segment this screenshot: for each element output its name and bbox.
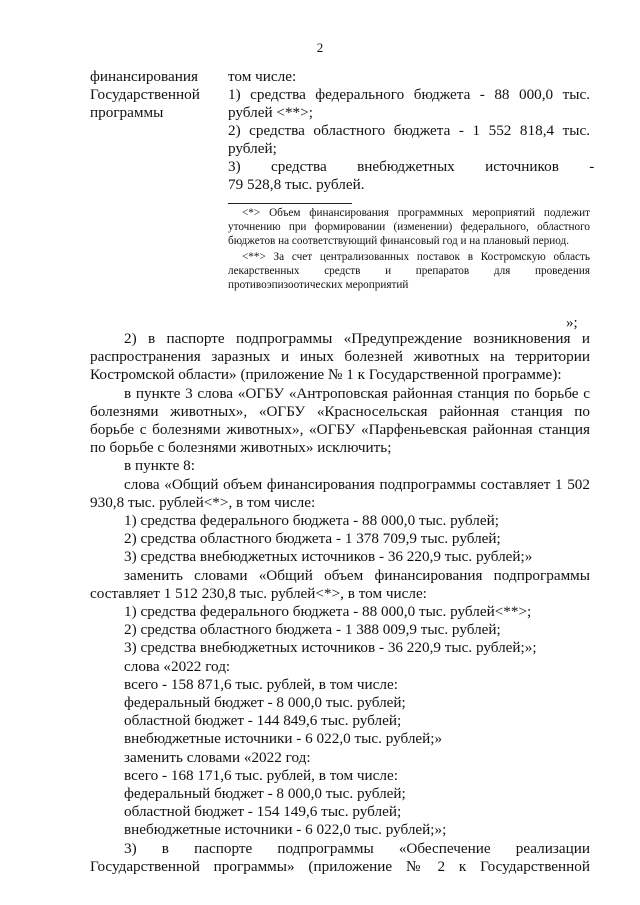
list-item: всего - 168 171,6 тыс. рублей, в том числе: xyxy=(124,766,398,784)
footnote: <*> Объем финансирования программных мероприятий подлежит уточнению при формировании (изменении) федерального, областного бюджетов на соответствующий финансовый год и на плановый период. xyxy=(228,207,590,248)
list-item: 1) средства федерального бюджета - 88 000,0 тыс. рублей; xyxy=(124,512,499,530)
right-line: 79 528,8 тыс. рублей. xyxy=(228,176,365,193)
left-label-line: Государственной xyxy=(90,86,200,103)
list-item: 1) средства федерального бюджета - 88 000,0 тыс. рублей<**>; xyxy=(124,603,532,621)
paragraph: 2) в паспорте подпрограммы «Предупреждение возникновения и распространения заразных и иных болезней животных на территории Костромской области» (приложение № 1 к Государственной программе): xyxy=(90,330,590,384)
list-item: областной бюджет - 144 849,6 тыс. рублей; xyxy=(124,712,402,730)
table-left-cell xyxy=(90,68,220,122)
paragraph: в пункте 8: xyxy=(124,457,195,475)
list-item: областной бюджет - 154 149,6 тыс. рублей; xyxy=(124,803,402,821)
list-item: слова «2022 год: xyxy=(124,657,231,675)
right-line: рублей; xyxy=(228,140,277,157)
list-item: 3) средства внебюджетных источников - 36 220,9 тыс. рублей;» xyxy=(124,548,533,566)
right-line: 2) средства областного бюджета - 1 552 818,4 тыс. xyxy=(228,122,590,139)
footnotes xyxy=(228,206,590,292)
footnote: <**> За счет централизованных поставок в Костромскую область лекарственных средств и препаратов для проведения противоэпизоотических мероприятий xyxy=(228,250,590,292)
right-line: 1) средства федерального бюджета - 88 000,0 тыс. xyxy=(228,86,590,103)
list-item: заменить словами «2022 год: xyxy=(124,748,311,766)
document-body xyxy=(90,330,590,876)
left-label-line: программы xyxy=(90,104,164,121)
footnote-separator xyxy=(228,203,352,204)
right-line: 3) средства внебюджетных источников - xyxy=(228,158,595,175)
list-item: внебюджетные источники - 6 022,0 тыс. рублей;» xyxy=(124,730,443,748)
page-number: 2 xyxy=(316,40,324,55)
closing-quote: »; xyxy=(566,315,578,331)
list-item: 2) средства областного бюджета - 1 378 709,9 тыс. рублей; xyxy=(124,530,501,548)
paragraph-line: Государственной программы» (приложение № 2 к Государственной xyxy=(90,857,590,875)
list-item: внебюджетные источники - 6 022,0 тыс. рублей;»; xyxy=(124,821,447,839)
list-item: федеральный бюджет - 8 000,0 тыс. рублей; xyxy=(124,694,406,712)
right-line: рублей <**>; xyxy=(228,104,313,121)
list-item: 3) средства внебюджетных источников - 36 220,9 тыс. рублей;»; xyxy=(124,639,537,657)
list-item: 2) средства областного бюджета - 1 388 009,9 тыс. рублей; xyxy=(124,621,501,639)
list-item: всего - 158 871,6 тыс. рублей, в том числе: xyxy=(124,675,398,693)
list-item: федеральный бюджет - 8 000,0 тыс. рублей; xyxy=(124,785,406,803)
right-line: том числе: xyxy=(228,68,297,85)
paragraph: заменить словами «Общий объем финансирования подпрограммы составляет 1 512 230,8 тыс. рублей<*>, в том числе: xyxy=(90,566,590,602)
table-right-cell xyxy=(228,68,595,194)
paragraph-line: 3) в паспорте подпрограммы «Обеспечение реализации xyxy=(124,839,590,857)
paragraph: в пункте 3 слова «ОГБУ «Антроповская районная станция по борьбе с болезнями животных», «ОГБУ «Красносельская районная станция по борьбе с болезнями животных», «ОГБУ «Парфеньевская районная станция по борьбе с болезнями животных» исключить; xyxy=(90,384,590,457)
paragraph: слова «Общий объем финансирования подпрограммы составляет 1 502 930,8 тыс. рублей<*>, в том числе: xyxy=(90,475,590,511)
left-label-line: финансирования xyxy=(90,68,198,85)
